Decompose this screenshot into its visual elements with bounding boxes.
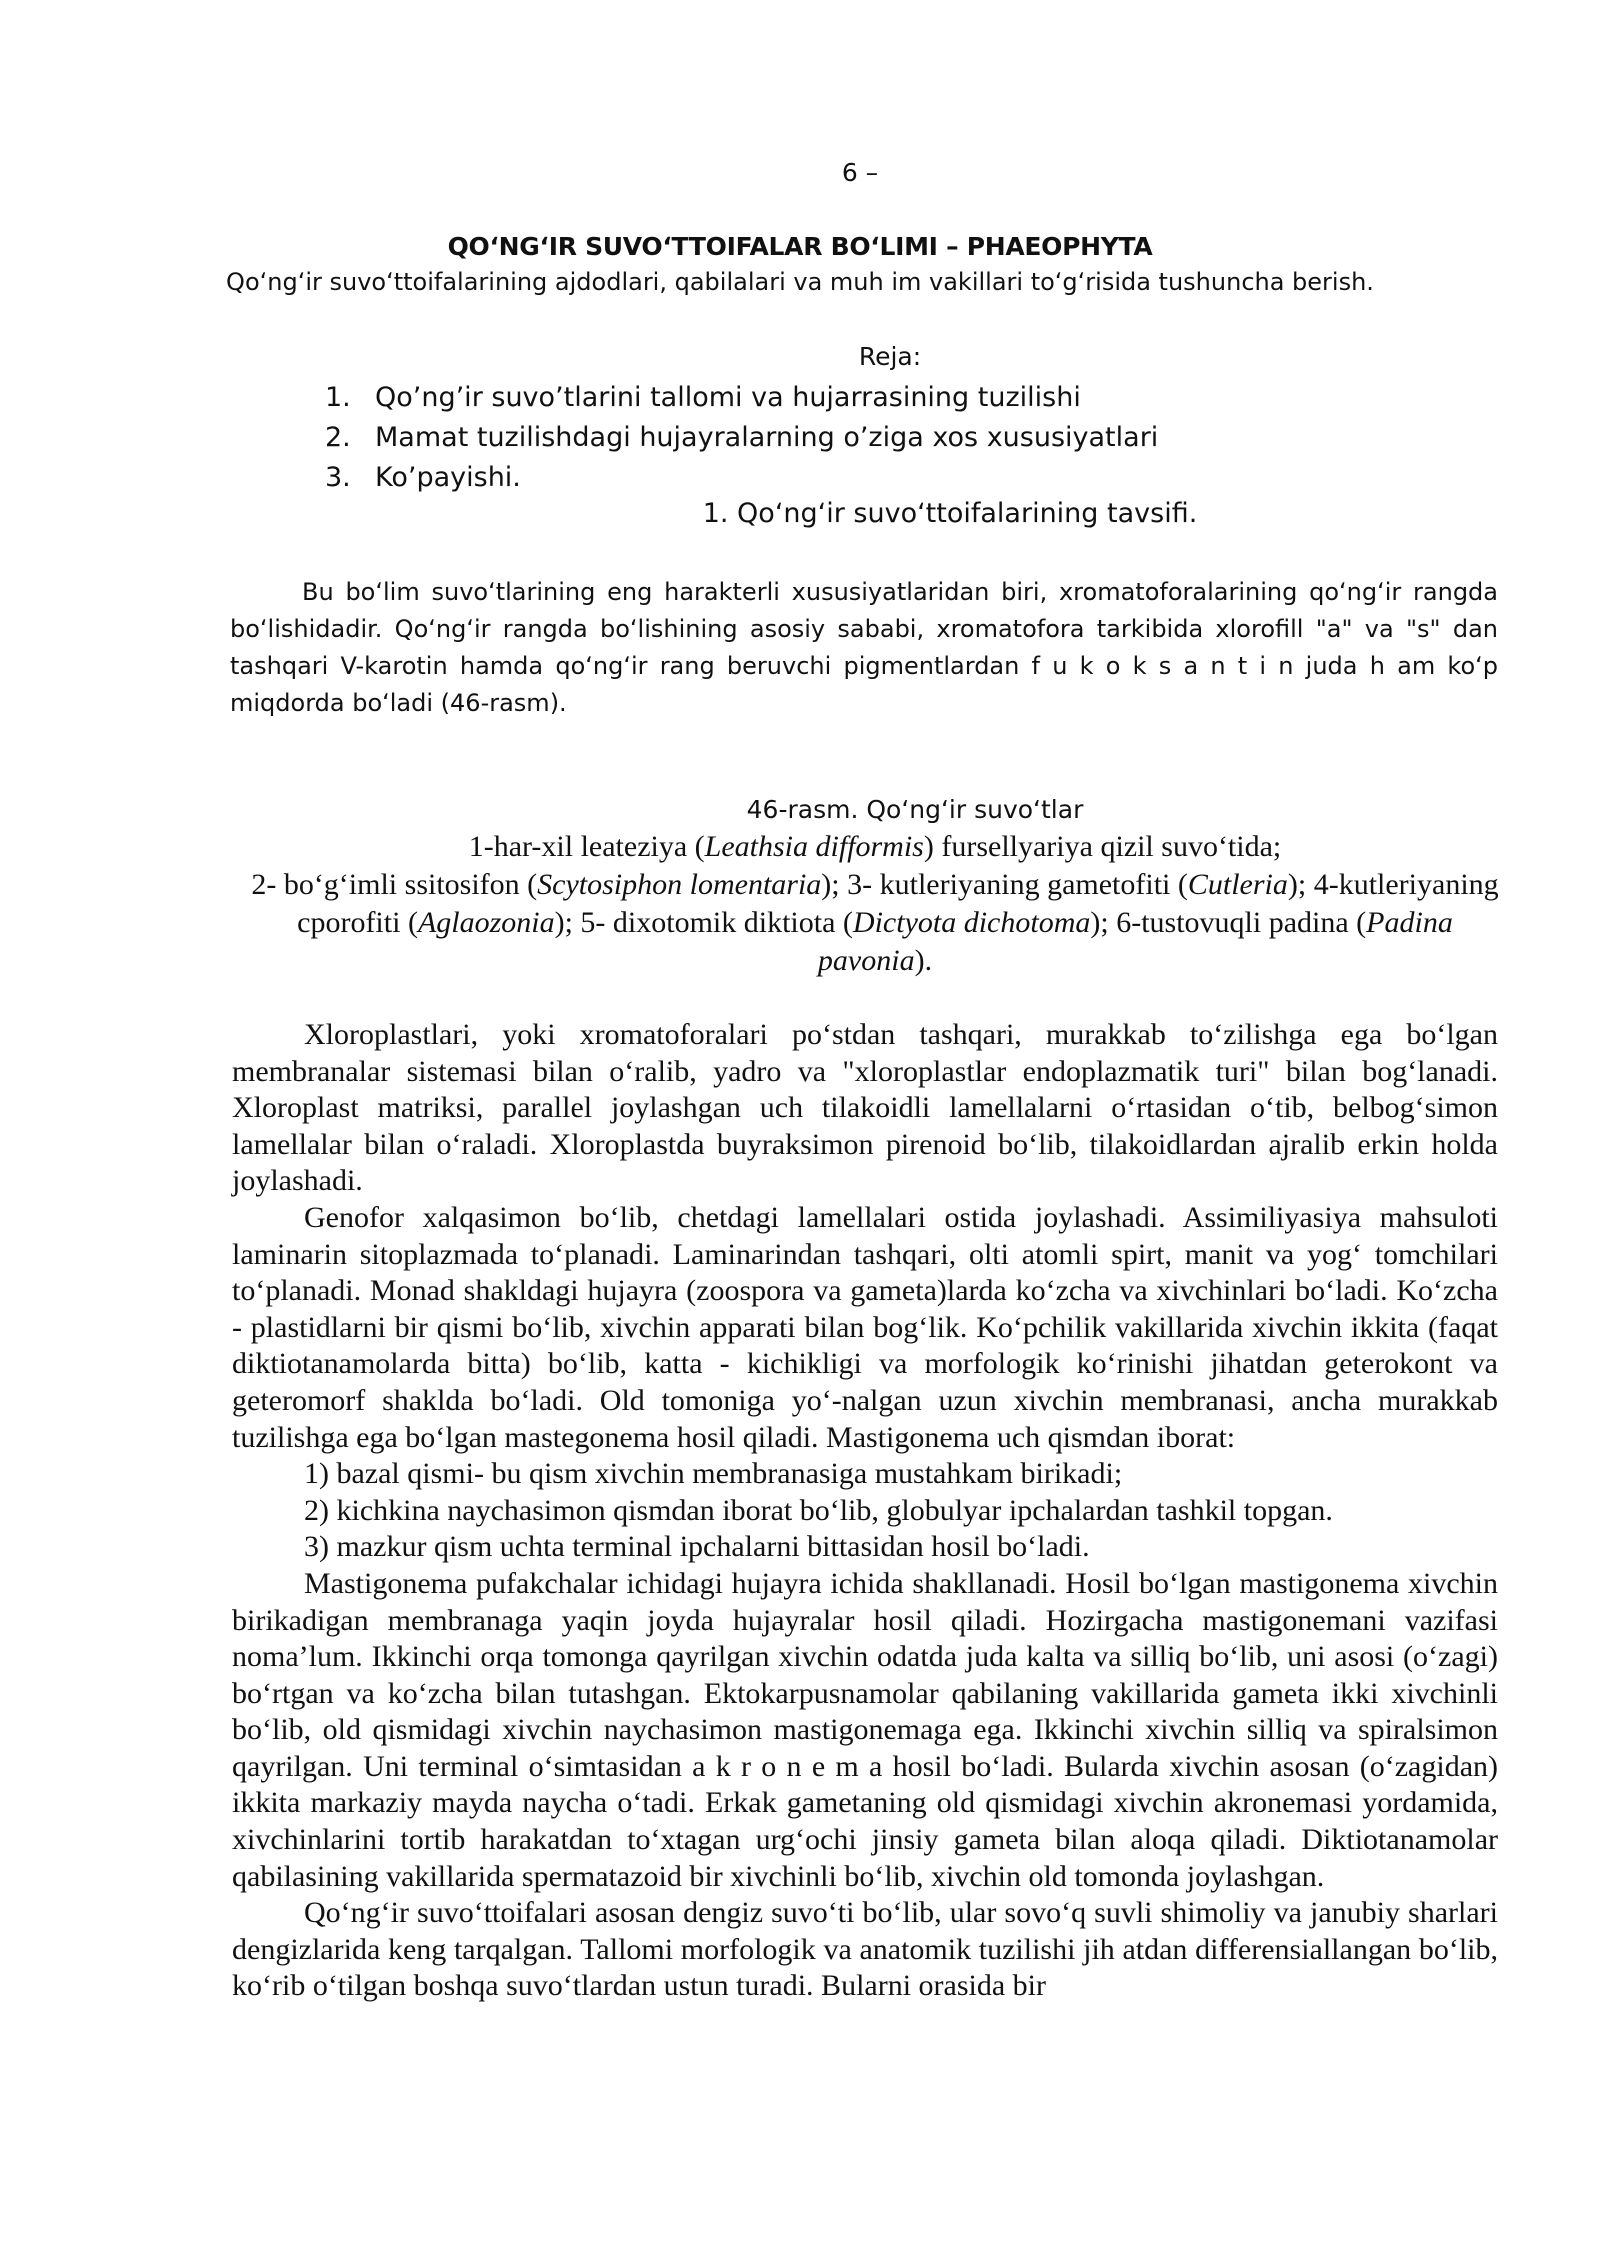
section-heading: 1. Qoʻngʻir suvoʻttoifalarining tavsifi. [702, 498, 1198, 529]
caption-text: ); 3- kutleriyaning gametofiti ( [821, 868, 1188, 901]
chapter-subtitle: Qoʻngʻir suvoʻttoifalarining ajdodlari, qabilalari va muh im vakillari toʻgʻrisida tushuncha berish. [226, 268, 1374, 296]
caption-text: ); 4-kutleriyaning cporofiti ( [297, 868, 1499, 939]
figure-label: 46-rasm. Qoʻngʻir suvoʻtlar [746, 795, 1084, 824]
caption-text: 2- boʻgʻimli ssitosifon ( [251, 868, 538, 901]
body-paragraph: Qoʻngʻir suvoʻttoifalari asosan dengiz suvoʻti boʻlib, ular sovoʻq suvli shimoliy va janubiy sharlari dengizlarida keng tarqalgan. Tallomi morfologik va anatomik tuzilishi jih atdan differensiallangan boʻlib, koʻrib oʻtilgan boshqa suvoʻtlardan ustun turadi. Bularni orasida bir [232, 1896, 1498, 2003]
plan-heading: Reja: [858, 342, 922, 371]
page-number: 6 – [841, 158, 879, 187]
caption-text: ) fursellyariya qizil suvoʻtida; [923, 830, 1282, 863]
figure-caption [245, 828, 1505, 980]
list-item: 1) bazal qismi- bu qism xivchin membranasiga mustahkam birikadi; [304, 1457, 1123, 1491]
intro-paragraph: Bu boʻlim suvoʻtlarining eng harakterli xususiyatlaridan biri, xromatoforalarining qoʻngʻir rangda boʻlishidadir. Qoʻngʻir rangda boʻlishining asosiy sababi, xromatofora tarkibida xlorofill "a" va "s" dan tashqari V-karotin hamda qoʻngʻir rang beruvchi pigmentlardan f u k o k s a n t i n juda h am koʻp miqdorda boʻladi (46-rasm). [230, 578, 1498, 717]
plan-list [325, 378, 1158, 498]
body-text [232, 1017, 1498, 2005]
species-name: Dictyota dichotoma [852, 906, 1091, 939]
caption-text: 1-har-xil leateziya ( [468, 830, 705, 863]
species-name: Padina pavonia [817, 906, 1453, 977]
caption-text: ). [914, 944, 933, 977]
body-paragraph: Mastigonema pufakchalar ichidagi hujayra ichida shakllanadi. Hosil boʻlgan mastigonema xivchin birikadigan membranaga yaqin joyda hujayralar hosil qiladi. Hozirgacha mastigonemani vazifasi noma’lum. Ikkinchi orqa tomonga qayrilgan xivchin odatda juda kalta va silliq boʻlib, uni asosi (oʻzagi) boʻrtgan va koʻzcha bilan tutashgan. Ektokarpusnamolar qabilaning vakillarida gameta ikki xivchinli boʻlib, old qismidagi xivchin naychasimon mastigonemaga ega. Ikkinchi xivchin silliq va spiralsimon qayrilgan. Uni terminal oʻsimtasidan a k r o n e m a hosil boʻladi. Bularda xivchin asosan (oʻzagidan) ikkita markaziy mayda naycha oʻtadi. Erkak gametaning old qismidagi xivchin akronemasi yordamida, xivchinlarini tortib harakatdan toʻxtagan urgʻochi jinsiy gameta bilan aloqa qiladi. Diktiotanamolar qabilasining vakillarida spermatazoid bir xivchinli boʻlib, xivchin old tomonda joylashgan. [232, 1566, 1498, 1893]
plan-item: 2. Mamat tuzilishdagi hujayralarning o’ziga xos xususiyatlari [325, 422, 1159, 453]
list-item: 3) mazkur qism uchta terminal ipchalarni bittasidan hosil boʻladi. [304, 1530, 1090, 1564]
plan-item: 1. Qo’ng’ir suvo’tlarini tallomi va hujarrasining tuzilishi [325, 382, 1081, 413]
body-paragraph: Xloroplastlari, yoki xromatoforalari poʻstdan tashqari, murakkab toʻzilishga ega boʻlgan membranalar sistemasi bilan oʻralib, yadro va "xloroplastlar endoplazmatik turi" bilan bogʻlanadi. Xloroplast matriksi, parallel joylashgan uch tilakoidli lamellalarni oʻrtasidan oʻtib, belbogʻsimon lamellalar bilan oʻraladi. Xloroplastda buyraksimon pirenoid boʻlib, tilakoidlardan ajralib erkin holda joylashadi. [232, 1018, 1498, 1198]
species-name: Cutleria [1187, 868, 1288, 901]
chapter-title: QOʻNGʻIR SUVOʻTTOIFALAR BOʻLIMI – PHAEOPHYTA [447, 232, 1153, 261]
body-paragraph: Genofor xalqasimon boʻlib, chetdagi lamellalari ostida joylashadi. Assimiliyasiya mahsuloti laminarin sitoplazmada toʻplanadi. Laminarindan tashqari, olti atomli spirt, manit va yogʻ tomchilari toʻplanadi. Monad shakldagi hujayra (zoospora va gameta)larda koʻzcha va xivchinlari boʻladi. Koʻzcha - plastidlarni bir qismi boʻlib, xivchin apparati bilan bogʻlik. Koʻpchilik vakillarida xivchin ikkita (faqat diktiotanamolarda bitta) boʻlib, katta - kichikligi va morfologik koʻrinishi jihatdan geterokont va geteromorf shaklda boʻladi. Old tomoniga yoʻ-nalgan uzun xivchin membranasi, ancha murakkab tuzilishga ega boʻlgan mastegonema hosil qiladi. Mastigonema uch qismdan iborat: [232, 1200, 1498, 1454]
plan-item: 3. Ko’payishi. [325, 462, 521, 493]
species-name: Leathsia difformis [704, 830, 924, 863]
species-name: Scytosiphon lomentaria [537, 868, 822, 901]
species-name: Aglaozonia [417, 906, 555, 939]
caption-text: ); 5- dixotomik diktiota ( [554, 906, 853, 939]
caption-text: ); 6-tustovuqli padina ( [1090, 906, 1367, 939]
list-item: 2) kichkina naychasimon qismdan iborat boʻlib, globulyar ipchalardan tashkil topgan. [304, 1493, 1333, 1527]
